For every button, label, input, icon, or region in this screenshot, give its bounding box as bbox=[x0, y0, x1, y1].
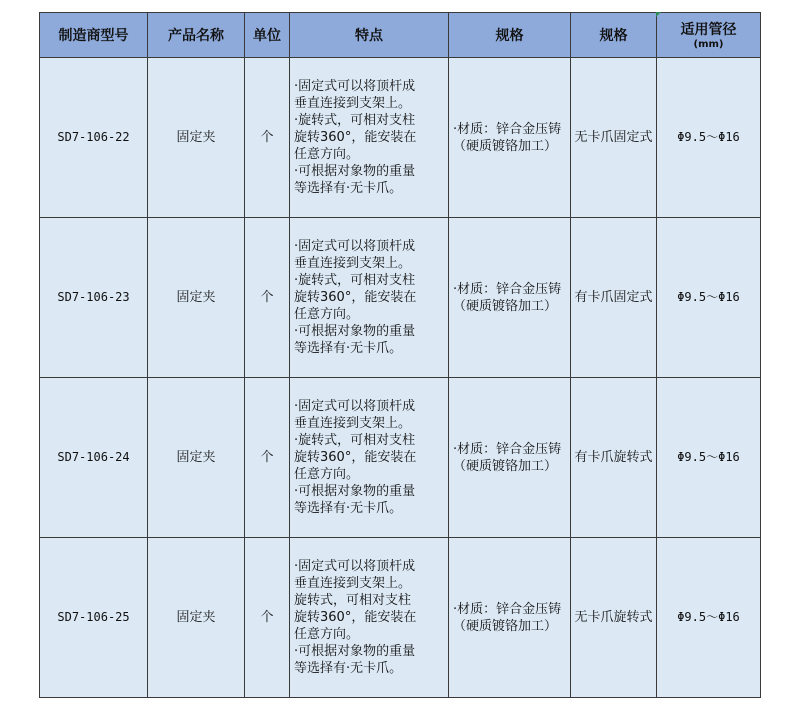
header-model: 制造商型号 bbox=[40, 13, 148, 58]
feature-line: 任意方向。 bbox=[294, 467, 360, 482]
product-name-cell: 固定夹 bbox=[148, 218, 245, 378]
table-row bbox=[40, 538, 761, 698]
model-cell: SD7-106-23 bbox=[40, 218, 148, 378]
features-cell bbox=[290, 538, 449, 698]
product-name-cell: 固定夹 bbox=[148, 58, 245, 218]
features-cell bbox=[290, 58, 449, 218]
pipe-diameter-cell: Φ9.5～Φ16 bbox=[657, 218, 761, 378]
header-pipe-label: 适用管径 bbox=[680, 22, 737, 38]
feature-line: 旋转360°，能安装在 bbox=[294, 610, 417, 625]
feature-line: ·旋转式，可相对支柱 bbox=[294, 273, 416, 288]
unit-cell: 个 bbox=[245, 378, 290, 538]
feature-line: 任意方向。 bbox=[294, 627, 360, 642]
table-row bbox=[40, 378, 761, 538]
feature-line: ·固定式可以将顶杆成 bbox=[294, 79, 416, 94]
header-product-name: 产品名称 bbox=[148, 13, 245, 58]
table-row bbox=[40, 58, 761, 218]
features-cell bbox=[290, 218, 449, 378]
header-features: 特点 bbox=[290, 13, 449, 58]
unit-cell: 个 bbox=[245, 538, 290, 698]
features-cell bbox=[290, 378, 449, 538]
feature-line: 旋转360°，能安装在 bbox=[294, 130, 417, 145]
spec-type-cell: 有卡爪固定式 bbox=[571, 218, 657, 378]
feature-line: ·旋转式，可相对支柱 bbox=[294, 113, 416, 128]
material-cell: ·材质：锌合金压铸（硬质镀铬加工） bbox=[449, 218, 571, 378]
product-name-cell: 固定夹 bbox=[148, 378, 245, 538]
feature-line: ·固定式可以将顶杆成 bbox=[294, 239, 416, 254]
header-spec-material: 规格 bbox=[449, 13, 571, 58]
feature-line: 垂直连接到支架上。 bbox=[294, 416, 412, 431]
feature-line: 旋转360°，能安装在 bbox=[294, 450, 417, 465]
model-cell: SD7-106-25 bbox=[40, 538, 148, 698]
cell-comment-marker bbox=[656, 12, 661, 17]
model-cell: SD7-106-24 bbox=[40, 378, 148, 538]
pipe-diameter-cell: Φ9.5～Φ16 bbox=[657, 538, 761, 698]
header-unit: 单位 bbox=[245, 13, 290, 58]
feature-line: 等选择有·无卡爪。 bbox=[294, 501, 403, 516]
header-row bbox=[40, 13, 761, 58]
header-pipe-unit: (mm) bbox=[693, 39, 724, 50]
pipe-diameter-cell: Φ9.5～Φ16 bbox=[657, 58, 761, 218]
unit-cell: 个 bbox=[245, 58, 290, 218]
material-cell: ·材质：锌合金压铸（硬质镀铬加工） bbox=[449, 58, 571, 218]
pipe-diameter-cell: Φ9.5～Φ16 bbox=[657, 378, 761, 538]
feature-line: ·可根据对象物的重量 bbox=[294, 484, 416, 499]
feature-line: ·可根据对象物的重量 bbox=[294, 324, 416, 339]
material-cell: ·材质：锌合金压铸（硬质镀铬加工） bbox=[449, 538, 571, 698]
header-spec-type: 规格 bbox=[571, 13, 657, 58]
feature-line: 等选择有·无卡爪。 bbox=[294, 661, 403, 676]
feature-line: 旋转360°，能安装在 bbox=[294, 290, 417, 305]
spec-type-cell: 无卡爪固定式 bbox=[571, 58, 657, 218]
spec-type-cell: 有卡爪旋转式 bbox=[571, 378, 657, 538]
product-spec-table bbox=[39, 12, 761, 698]
material-cell: ·材质：锌合金压铸（硬质镀铬加工） bbox=[449, 378, 571, 538]
feature-line: ·可根据对象物的重量 bbox=[294, 164, 416, 179]
feature-line: ·固定式可以将顶杆成 bbox=[294, 559, 416, 574]
header-pipe-diameter bbox=[657, 13, 761, 58]
feature-line: ·可根据对象物的重量 bbox=[294, 644, 416, 659]
feature-line: 垂直连接到支架上。 bbox=[294, 96, 412, 111]
feature-line: 任意方向。 bbox=[294, 307, 360, 322]
feature-line: ·旋转式，可相对支柱 bbox=[294, 433, 416, 448]
feature-line: 垂直连接到支架上。 bbox=[294, 256, 412, 271]
feature-line: 垂直连接到支架上。 bbox=[294, 576, 412, 591]
table-row bbox=[40, 218, 761, 378]
table-header bbox=[40, 13, 761, 58]
table-body bbox=[40, 58, 761, 698]
feature-line: 任意方向。 bbox=[294, 147, 360, 162]
feature-line: 旋转式，可相对支柱 bbox=[294, 593, 412, 608]
feature-line: 等选择有·无卡爪。 bbox=[294, 181, 403, 196]
model-cell: SD7-106-22 bbox=[40, 58, 148, 218]
product-name-cell: 固定夹 bbox=[148, 538, 245, 698]
spec-type-cell: 无卡爪旋转式 bbox=[571, 538, 657, 698]
feature-line: ·固定式可以将顶杆成 bbox=[294, 399, 416, 414]
feature-line: 等选择有·无卡爪。 bbox=[294, 341, 403, 356]
unit-cell: 个 bbox=[245, 218, 290, 378]
